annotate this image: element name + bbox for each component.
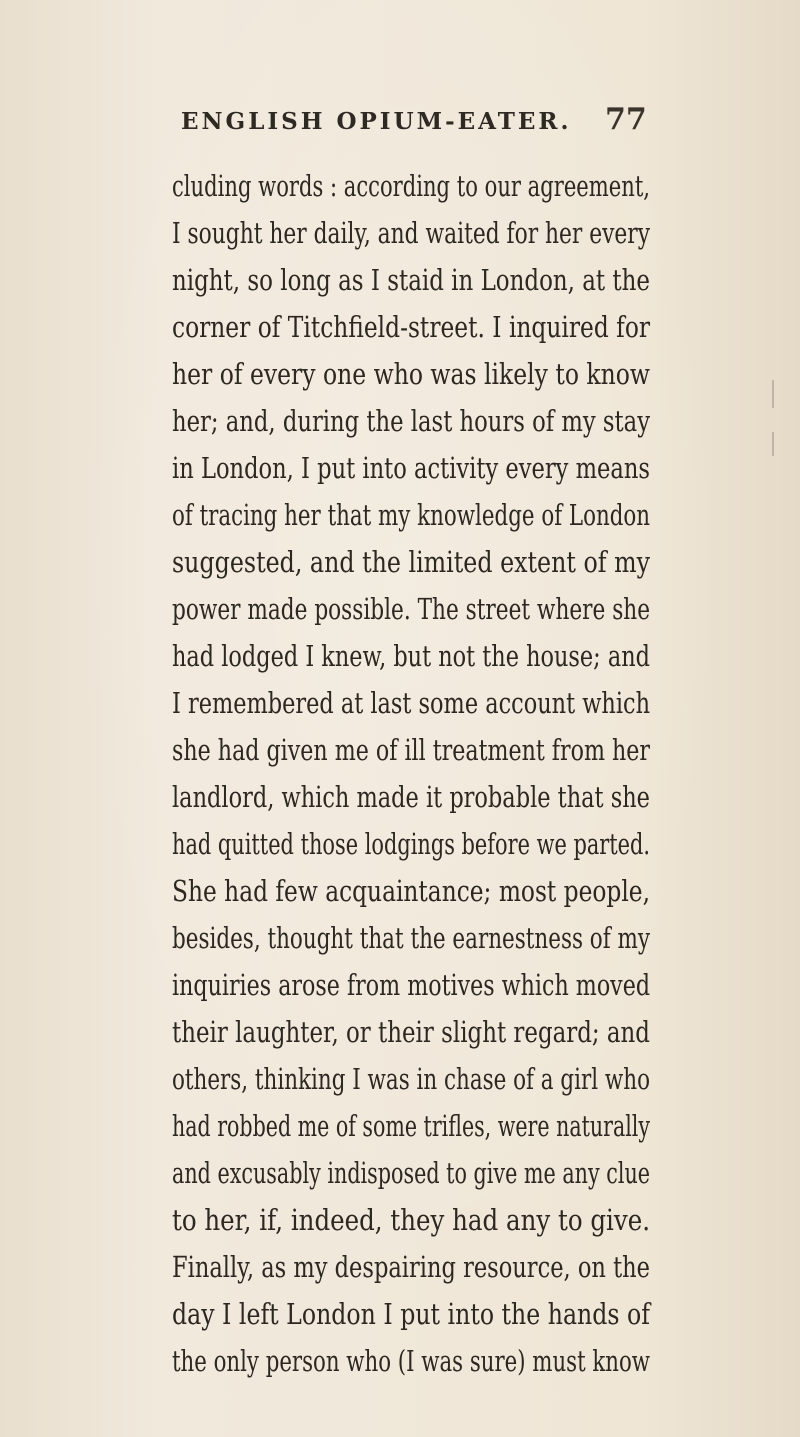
text-line: I sought her daily, and waited for her every — [172, 216, 650, 250]
paper-edge-mark — [772, 380, 774, 408]
text-line: her of every one who was likely to know — [172, 357, 651, 391]
text-line: cluding words : according to our agreement, — [172, 169, 650, 203]
text-line: had lodged I knew, but not the house; and — [172, 639, 650, 673]
text-line: of tracing her that my knowledge of London — [172, 498, 651, 532]
page-number: 77 — [605, 102, 647, 137]
paper-edge-mark — [772, 432, 774, 456]
text-line: day I left London I put into the hands of — [172, 1297, 650, 1331]
text-line: she had given me of ill treatment from her — [172, 733, 650, 767]
text-line: in London, I put into activity every means — [172, 451, 651, 485]
text-line: to her, if, indeed, they had any to give. — [172, 1203, 651, 1237]
text-line: She had few acquaintance; most people, — [172, 874, 651, 908]
text-line: besides, thought that the earnestness of my — [172, 921, 651, 955]
text-line: others, thinking I was in chase of a girl who — [172, 1062, 651, 1096]
text-line: power made possible. The street where she — [172, 592, 651, 626]
text-line: and excusably indisposed to give me any clue — [172, 1156, 651, 1190]
text-line: Finally, as my despairing resource, on the — [172, 1250, 650, 1284]
text-line: inquiries arose from motives which moved — [172, 968, 651, 1002]
running-title: ENGLISH OPIUM-EATER. — [181, 108, 572, 135]
text-line: night, so long as I staid in London, at the — [172, 263, 650, 297]
text-line: had robbed me of some trifles, were naturally — [172, 1109, 650, 1143]
text-line: their laughter, or their slight regard; and — [172, 1015, 650, 1049]
text-line: the only person who (I was sure) must know — [172, 1344, 651, 1378]
text-line: landlord, which made it probable that she — [172, 780, 650, 814]
text-line: had quitted those lodgings before we parted. — [172, 827, 651, 861]
text-line: her; and, during the last hours of my stay — [172, 404, 651, 438]
page-header — [0, 102, 800, 148]
text-line: I remembered at last some account which — [172, 686, 651, 720]
text-line: corner of Titchfield-street. I inquired for — [172, 310, 651, 344]
text-line: suggested, and the limited extent of my — [172, 545, 650, 579]
